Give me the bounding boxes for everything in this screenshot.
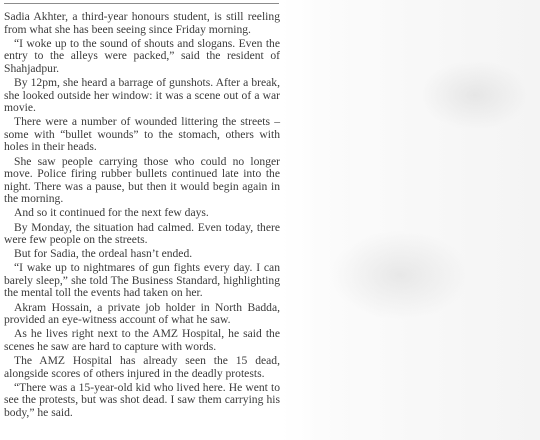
paper-smudge: [330, 230, 470, 320]
article-paragraph: By Monday, the situation had calmed. Even today, there were few people on the streets.: [4, 220, 280, 247]
article-paragraph: “There was a 15-year-old kid who lived here. He went to see the protests, but was shot dead. I saw them carrying his body,” he said.: [4, 380, 280, 419]
article-paragraph: “I wake up to nightmares of gun fights every day. I can barely sleep,” she told The Business Standard, highlighting the mental toll the events had taken on her.: [4, 261, 280, 300]
article-paragraph: Sadia Akhter, a third-year honours student, is still reeling from what she has been seeing since Friday morning.: [4, 10, 280, 36]
article-paragraph: The AMZ Hospital has already seen the 15 dead, alongside scores of others injured in the deadly protests.: [4, 353, 280, 380]
article-column: [4, 11, 280, 421]
article-paragraph: “I woke up to the sound of shouts and slogans. Even the entry to the alleys were packed,” said the resident of Shahjadpur.: [4, 36, 280, 75]
article-paragraph: She saw people carrying those who could no longer move. Police firing rubber bullets continued late into the night. There was a pause, but then it would begin again in the morning.: [4, 154, 280, 206]
article-paragraph: Akram Hossain, a private job holder in North Badda, provided an eye-witness account of what he saw.: [4, 300, 280, 327]
article-paragraph: By 12pm, she heard a barrage of gunshots. After a break, she looked outside her window: it was a scene out of a war movie.: [4, 75, 280, 115]
article-paragraph: And so it continued for the next few days.: [14, 206, 209, 220]
article-paragraph: As he lives right next to the AMZ Hospital, he said the scenes he saw are hard to capture with words.: [4, 327, 280, 353]
article-paragraph: There were a number of wounded littering the streets – some with “bullet wounds” to the stomach, others with holes in their heads.: [4, 115, 280, 154]
column-top-rule: [4, 3, 279, 4]
paper-smudge: [420, 60, 530, 130]
article-paragraph: But for Sadia, the ordeal hasn’t ended.: [14, 247, 193, 261]
